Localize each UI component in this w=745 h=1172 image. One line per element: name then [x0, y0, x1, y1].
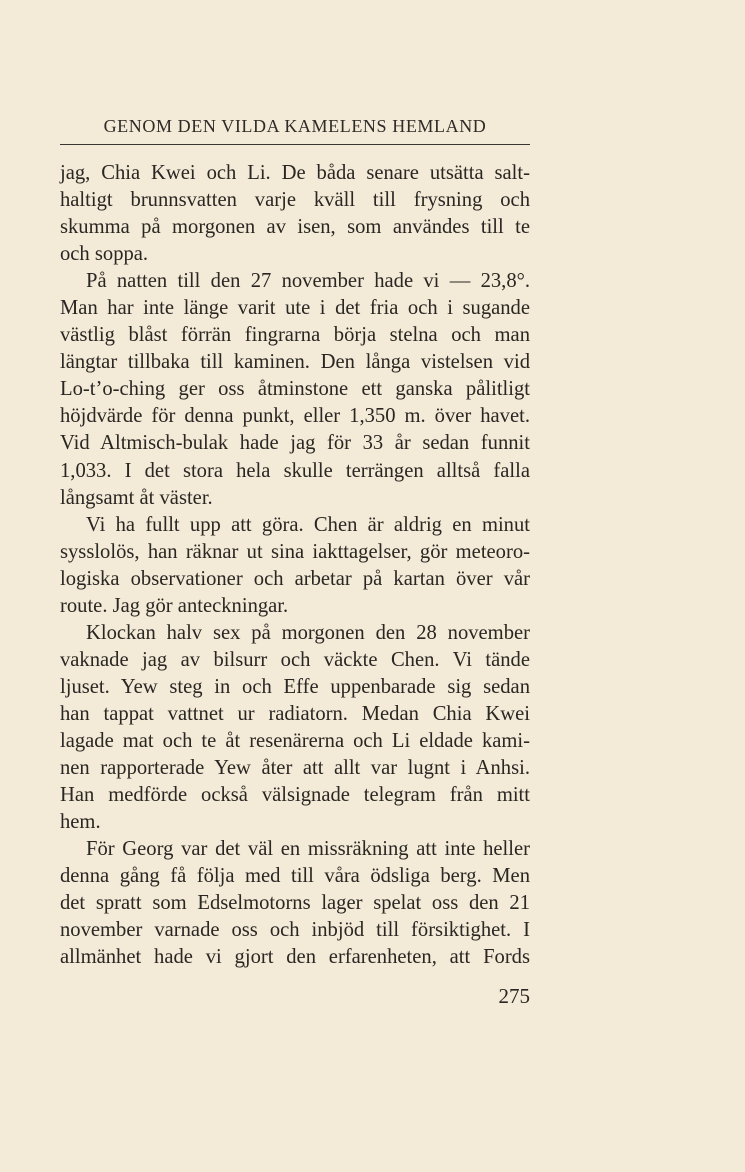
text-line: ljuset. Yew steg in och Effe uppenbarade sig sedan: [60, 675, 530, 698]
text-line: logiska observationer och arbetar på kartan över vår: [60, 567, 530, 590]
paragraph: [60, 268, 530, 511]
header-rule: [60, 144, 530, 145]
paragraph: [60, 620, 530, 836]
text-line: Lo-t’o-ching ger oss åtminstone ett ganska pålitligt: [60, 378, 530, 401]
text-line: och soppa.: [60, 243, 149, 266]
text-line: långsamt åt väster.: [60, 486, 213, 509]
text-line: höjdvärde för denna punkt, eller 1,350 m. över havet.: [60, 405, 530, 428]
text-line: han tappat vattnet ur radiatorn. Medan Chia Kwei: [60, 702, 530, 725]
text-line: nen rapporterade Yew åter att allt var lugnt i Anhsi.: [60, 757, 530, 780]
text-line: denna gång få följa med till våra ödsliga berg. Men: [60, 865, 530, 888]
running-head: GENOM DEN VILDA KAMELENS HEMLAND: [103, 116, 487, 136]
paragraph: [60, 512, 530, 620]
text-line: Vi ha fullt upp att göra. Chen är aldrig en minut: [86, 513, 530, 536]
text-line: västlig blåst förrän fingrarna börja stelna och man: [60, 324, 530, 347]
text-line: skumma på morgonen av isen, som användes till te: [60, 216, 530, 239]
text-line: Klockan halv sex på morgonen den 28 november: [86, 621, 530, 644]
paragraph: [60, 836, 530, 971]
text-line: Vid Altmisch-bulak hade jag för 33 år sedan funnit: [60, 432, 530, 455]
page-number: 275: [498, 984, 530, 1008]
text-line: haltigt brunnsvatten varje kväll till frysning och: [60, 189, 530, 212]
text-line: lagade mat och te åt resenärerna och Li eldade kami-: [60, 729, 530, 752]
text-line: det spratt som Edselmotorns lager spelat oss den 21: [60, 892, 530, 915]
text-line: vaknade jag av bilsurr och väckte Chen. Vi tände: [60, 648, 530, 671]
text-line: sysslolös, han räknar ut sina iakttagelser, gör meteoro-: [60, 540, 530, 563]
text-line: route. Jag gör anteckningar.: [60, 594, 289, 617]
text-line: längtar tillbaka till kaminen. Den långa vistelsen vid: [60, 351, 530, 374]
text-line: november varnade oss och inbjöd till försiktighet. I: [60, 919, 530, 942]
body-text: [60, 160, 530, 971]
text-line: jag, Chia Kwei och Li. De båda senare utsätta salt-: [60, 162, 530, 184]
text-line: På natten till den 27 november hade vi — 23,8°.: [86, 270, 530, 293]
text-line: Han medförde också välsignade telegram från mitt: [60, 784, 530, 807]
text-line: 1,033. I det stora hela skulle terrängen alltså falla: [60, 459, 530, 482]
text-line: Man har inte länge varit ute i det fria och i sugande: [60, 297, 530, 320]
text-line: allmänhet hade vi gjort den erfarenheten, att Fords: [60, 946, 530, 969]
text-line: För Georg var det väl en missräkning att inte heller: [86, 838, 530, 861]
text-line: hem.: [60, 811, 101, 834]
paragraph: [60, 160, 530, 268]
